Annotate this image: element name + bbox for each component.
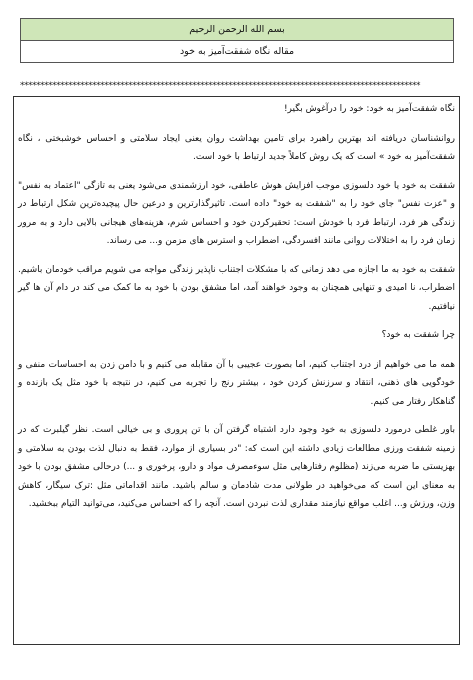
basmala: بسم الله الرحمن الرحیم (21, 19, 454, 41)
section-heading: چرا شفقت به خود؟ (381, 330, 455, 340)
article-title: مقاله نگاه شفقت‌آمیز به خود (21, 41, 454, 63)
title-table (20, 18, 454, 63)
paragraph: روانشناسان دریافته اند بهترین راهبرد برای تامین بهداشت روان یعنی ایجاد سلامتی و احساس خوشبختی ، نگاه شفقت‌آمیز به خود » است که یک روش کاملاً جدید ارتباط با خود است. (18, 133, 455, 162)
paragraph: باور غلطی درمورد دلسوزی به خود وجود دارد اشتباه گرفتن آن با تن پروری و بی خیالی است. نظر گیلبرت که در زمینه شفقت ورزی مطالعات زیادی داشته این است که: "در بسیاری از موارد، فقط به دنبال لذت بودن به سلامتی و بهزیستی ما ضربه می‌زند (مظلوم رفتارهایی مثل سوءمصرف مواد و دارو، پرخوری و ...) درحالی مشفق بودن با خود به معنای این است که می‌خواهید در طولانی مدت شادمان و سالم باشید. مانند اقداماتی مثل :ترک سیگار، کاهش وزن، ورزش و... اغلب مواقع نیازمند مقداری لذت نبردن است. آنچه را که احساس می‌کنید، می‌توانید التیام ببخشید. (18, 425, 455, 509)
paragraph: همه ما می خواهیم از درد اجتناب کنیم، اما بصورت عجیبی با آن مقابله می کنیم و با دامن زدن به احساسات منفی و خودگویی های ذهنی، انتقاد و سرزنش کردن خود ، بیشتر رنج را تجربه می کنیم، در نتیجه با خود مثل یک بازنده و گناهکار رفتار می کنیم. (18, 359, 455, 407)
paragraph-heading: نگاه شفقت‌آمیز به خود: خود را درآغوش بگیر! (283, 104, 455, 114)
separator-line: **************************************************************************************************** (20, 81, 420, 91)
paragraph: شفقت به خود یا خود دلسوزی موجب افزایش هوش عاطفی، خود ارزشمندی می‌شود یعنی به تازگی "اعتماد به نفس" و "عزت نفس" جای خود را به "شفقت به خود" داده است. تاثیرگذارترین و درعین حال پیچیده‌ترین شکل ارتباط در زندگی هر فرد، ارتباط فرد با خودش است: تحقیرکردن خود و احساس شرم، هزینه‌های هیجانی بالایی دارد و به مرور زمان فرد را به اختلالات روانی مانند افسردگی، اضطراب و استرس های مزمن و... می رساند. (18, 180, 455, 246)
paragraph: شفقت به خود به ما اجازه می دهد زمانی که با مشکلات اجتناب ناپذیر زندگی مواجه می شویم مراقب خودمان باشیم. اضطراب، نا امیدی و تنهایی همچنان به وجود خواهند آمد، اما مشفق بودن با خود به ما کمک می کند در دام آن ها گیر نیافتیم. (18, 264, 455, 312)
article-body (18, 100, 455, 524)
